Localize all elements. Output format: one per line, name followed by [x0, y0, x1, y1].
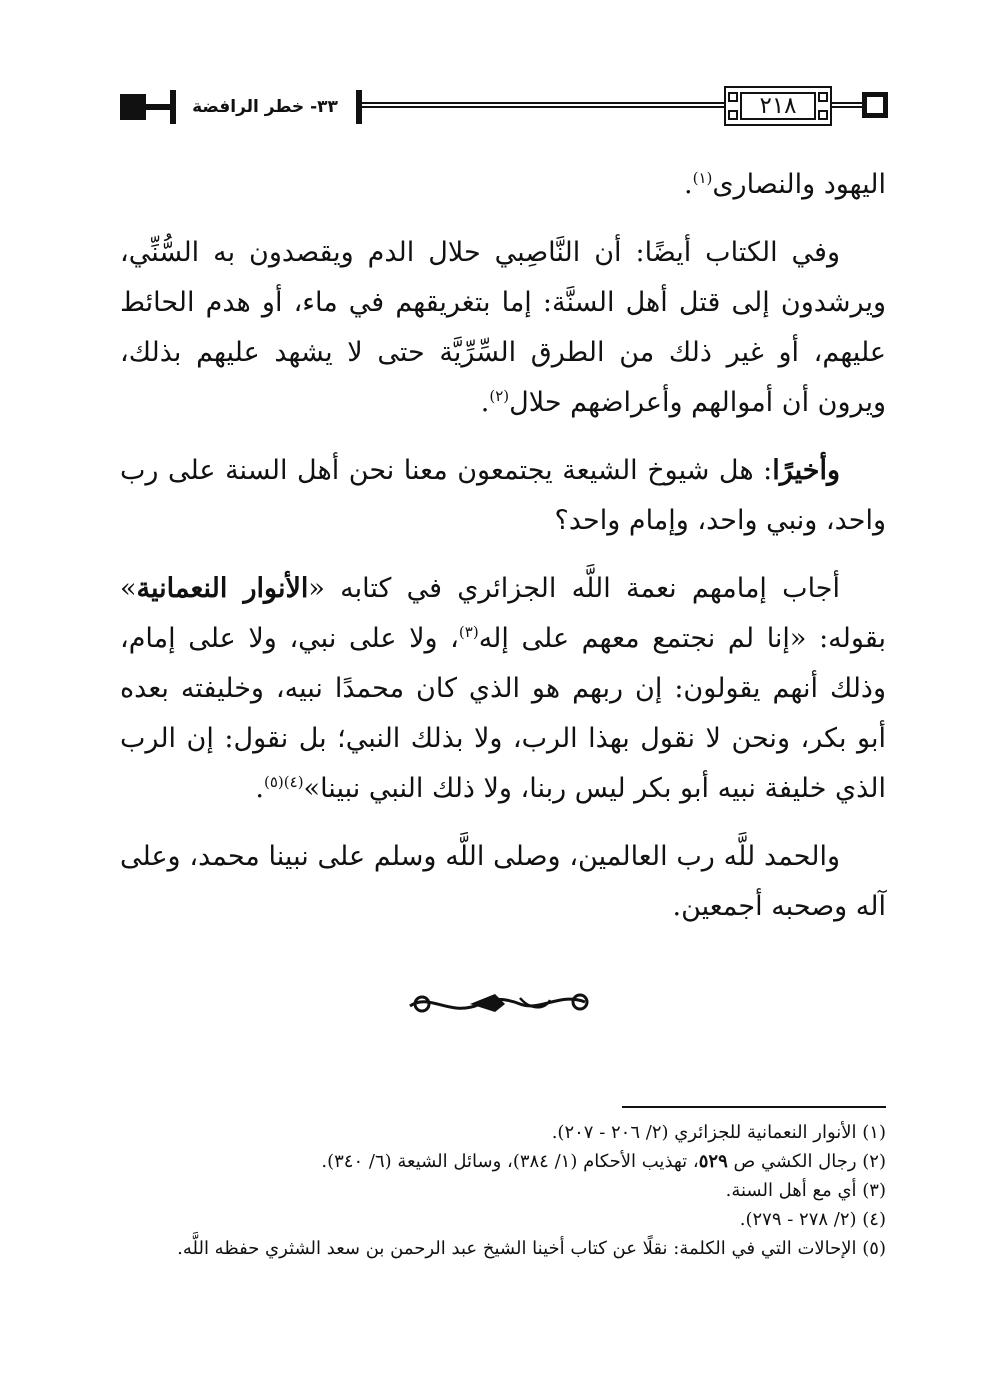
footnotes	[120, 1118, 886, 1263]
page-number-frame	[724, 86, 832, 126]
frame-corner-ornament	[728, 110, 738, 120]
paragraph: والحمد للَّه رب العالمين، وصلى اللَّه وسلم على نبينا محمد، وعلى آله وصحبه أجمعين.	[120, 841, 886, 922]
frame-corner-ornament	[728, 92, 738, 102]
footnote-ref: (٣)	[458, 623, 479, 641]
frame-corner-ornament	[818, 110, 828, 120]
header-vertical-bar	[170, 90, 176, 124]
running-title: ٣٣- خطر الرافضة	[192, 97, 338, 117]
footnote: (٥) الإحالات التي في الكلمة: نقلًا عن كتاب أخينا الشيخ عبد الرحمن بن سعد الشثري حفظه اللَّه.	[177, 1238, 886, 1259]
footnote-ref: (٤)(٥)	[263, 773, 304, 791]
footnote: (٤) (٢/ ٢٧٨ - ٢٧٩).	[739, 1209, 886, 1230]
emphasis: وأخيرًا	[772, 455, 840, 486]
frame-corner-ornament	[818, 92, 828, 102]
footnote: (٣) أي مع أهل السنة.	[725, 1180, 886, 1201]
paragraph: اليهود والنصارى$^{(١)}$.	[684, 169, 886, 200]
footnote: (٢) رجال الكشي ص ٥٢٩، تهذيب الأحكام (١/ ٣٨٤)، وسائل الشيعة (٦/ ٣٤٠).	[321, 1151, 886, 1172]
header-double-rule	[832, 102, 862, 108]
footnote-separator	[622, 1106, 886, 1108]
header-left-square-ornament	[120, 94, 146, 120]
header-rule-segment	[146, 104, 170, 110]
main-text	[120, 160, 886, 950]
footnote-ref: (٢)	[489, 387, 510, 405]
book-title: الأنوار النعمانية	[136, 573, 309, 604]
page-header	[0, 80, 1004, 132]
page-number: ٢١٨	[740, 92, 816, 120]
paragraph: أجاب إمامهم نعمة اللَّه الجزائري في كتابه «الأنوار النعمانية» بقوله: «إنا لم نجتمع معهم على إله$^{(٣)}$، ولا على نبي، ولا على إمام، وذلك أنهم يقولون: إن ربهم هو الذي كان محمدًا نبيه، وخليفته بعده أبو بكر، ونحن لا نقول بهذا الرب، ولا بذلك النبي؛ بل نقول: إن الرب الذي خليفة نبيه أبو بكر ليس ربنا، ولا ذلك النبي نبينا»$^{(٤)(٥)}$.	[120, 573, 886, 804]
header-right-square-ornament	[862, 92, 888, 118]
paragraph: وفي الكتاب أيضًا: أن النَّاصِبي حلال الدم ويقصدون به السُّنِّي، ويرشدون إلى قتل أهل السنَّة: إما بتغريقهم في ماء، أو هدم الحائط عليهم، أو غير ذلك من الطرق السِّرِّيَّة حتى لا يشهد عليهم بذلك، ويرون أن أموالهم وأعراضهم حلال$^{(٢)}$.	[120, 237, 886, 418]
paragraph: وأخيرًا: هل شيوخ الشيعة يجتمعون معنا نحن أهل السنة على رب واحد، ونبي واحد، وإمام واحد؟	[120, 455, 886, 536]
section-end-ornament	[400, 982, 600, 1026]
header-double-rule	[362, 102, 724, 108]
footnote-ref: (١)	[692, 169, 713, 187]
footnote: (١) الأنوار النعمانية للجزائري (٢/ ٢٠٦ - ٢٠٧).	[551, 1122, 886, 1143]
